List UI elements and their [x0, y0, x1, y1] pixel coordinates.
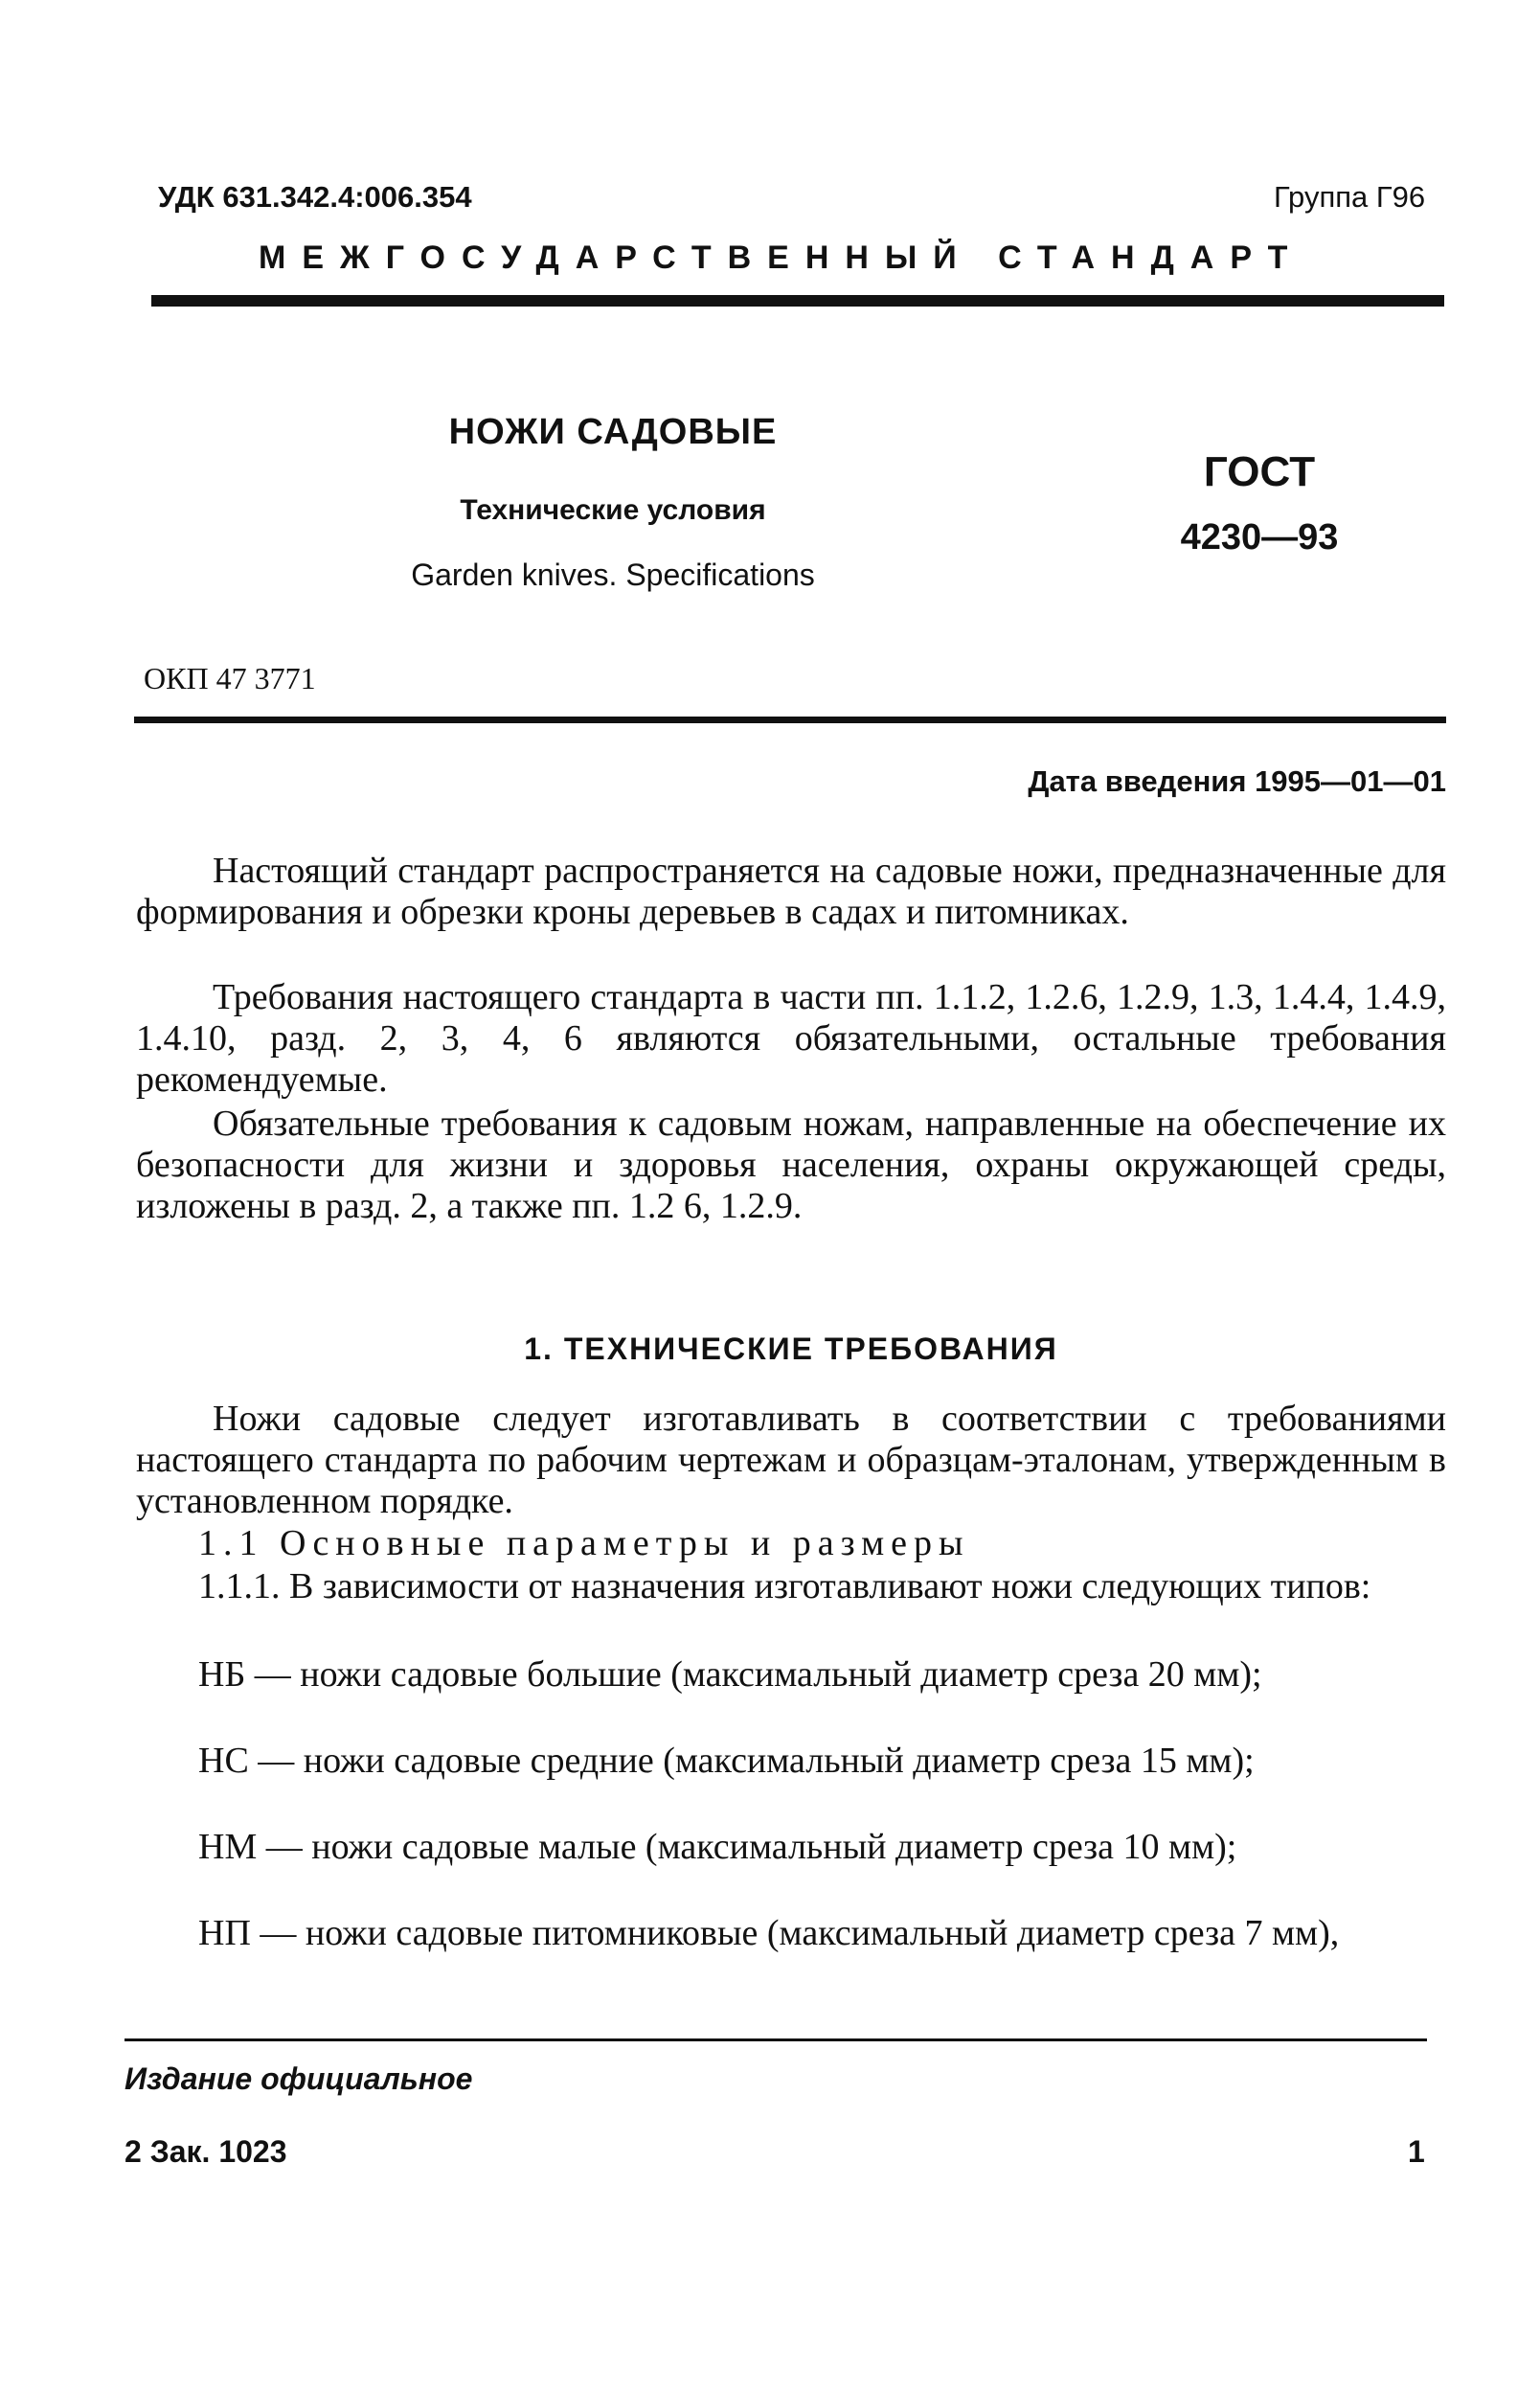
section-paragraph: Ножи садовые следует изготавливать в соответствии с требованиями настоящего стандарта по рабочим чертежам и образцам-эталонам, утвержденным в установленном порядке. — [136, 1399, 1446, 1521]
gost-number: 4230—93 — [1180, 517, 1339, 558]
intro-paragraph: Обязательные требования к садовым ножам, направленные на обеспечение их безопасности для жизни и здоровья населения, охраны окружающей среды, изложены в разд. 2, а также пп. 1.2 6, 1.2.9. — [136, 1104, 1446, 1226]
section-heading: 1. ТЕХНИЧЕСКИЕ ТРЕБОВАНИЯ — [524, 1332, 1058, 1366]
knife-type-item: НБ — ножи садовые большие (максимальный диаметр среза 20 мм); — [198, 1654, 1262, 1695]
udk-code: УДК 631.342.4:006.354 — [158, 180, 472, 214]
document-subtitle: Технические условия — [460, 494, 766, 526]
page-number: 1 — [1408, 2134, 1425, 2169]
group-code: Группа Г96 — [1274, 180, 1426, 214]
intro-paragraph: Требования настоящего стандарта в части пп. 1.1.2, 1.2.6, 1.2.9, 1.3, 1.4.4, 1.4.9, 1.4.10, разд. 2, 3, 4, 6 являются обязательными, остальные требования рекомендуемые. — [136, 977, 1446, 1100]
header-rule — [151, 295, 1444, 307]
knife-type-item: НП — ножи садовые питомниковые (максимальный диаметр среза 7 мм), — [198, 1913, 1340, 1953]
official-edition-label: Издание официальное — [125, 2061, 473, 2096]
gost-label: ГОСТ — [1203, 448, 1316, 495]
knife-type-item: НМ — ножи садовые малые (максимальный диаметр среза 10 мм); — [198, 1827, 1237, 1867]
intro-paragraph: Настоящий стандарт распространяется на садовые ножи, предназначенные для формирования и обрезки кроны деревьев в садах и питомниках. — [136, 851, 1446, 932]
introduction-date: Дата введения 1995—01—01 — [1028, 764, 1446, 798]
subsection-heading: 1.1 Основные параметры и размеры — [198, 1523, 970, 1563]
document-title-english: Garden knives. Specifications — [411, 558, 815, 592]
section-paragraph: 1.1.1. В зависимости от назначения изготавливают ножи следующих типов: — [198, 1566, 1371, 1606]
document-title: НОЖИ САДОВЫЕ — [448, 412, 778, 452]
title-block-rule — [134, 717, 1446, 723]
interstate-standard-banner: МЕЖГОСУДАРСТВЕННЫЙ СТАНДАРТ — [259, 239, 1304, 276]
knife-type-item: НС — ножи садовые средние (максимальный диаметр среза 15 мм); — [198, 1741, 1255, 1781]
order-number: 2 Зак. 1023 — [125, 2134, 287, 2169]
footer-rule — [125, 2038, 1427, 2041]
okp-code: ОКП 47 3771 — [144, 661, 316, 695]
